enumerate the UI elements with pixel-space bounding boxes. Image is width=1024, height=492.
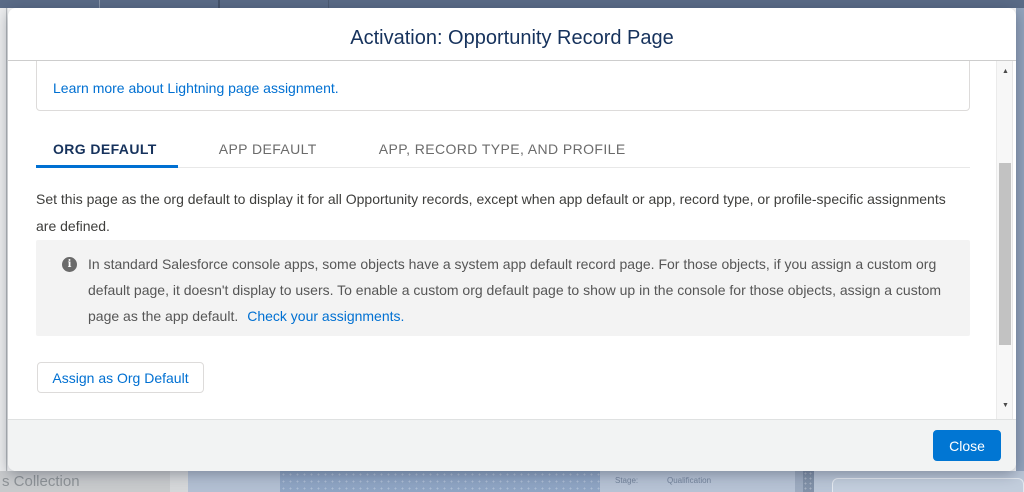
console-info-text	[88, 251, 968, 329]
learn-more-link[interactable]: Learn more about Lightning page assignment.	[53, 80, 339, 96]
backdrop-left-edge	[6, 8, 7, 471]
modal-header	[8, 8, 1016, 61]
active-tab-underline	[36, 165, 178, 168]
backdrop-bottom-strip	[0, 471, 1024, 492]
scrollbar-thumb[interactable]	[999, 163, 1011, 345]
backdrop-segment	[814, 471, 1024, 492]
tab-org-default[interactable]: ORG DEFAULT	[53, 141, 157, 157]
backdrop-stage-label: Stage:	[615, 476, 639, 485]
backdrop-segment	[188, 471, 280, 492]
topbar-divider	[99, 0, 100, 8]
info-icon: i	[62, 257, 77, 272]
check-assignments-link[interactable]: Check your assignments.	[247, 308, 405, 324]
scroll-down-icon[interactable]: ▼	[1002, 402, 1009, 409]
modal-scrollbar[interactable]	[996, 61, 1013, 419]
backdrop-stage-panel	[600, 471, 795, 492]
modal-title: Activation: Opportunity Record Page	[350, 26, 674, 49]
backdrop-left-strip	[0, 8, 8, 471]
backdrop-collection-label: s Collection	[0, 471, 170, 492]
backdrop-segment	[170, 471, 188, 492]
backdrop-canvas	[280, 471, 600, 492]
backdrop-right-strip	[1016, 8, 1024, 471]
scroll-up-icon[interactable]: ▲	[1002, 68, 1009, 75]
org-default-description: Set this page as the org default to display it for all Opportunity records, except when app default or app, record type, or profile-specific assignments are defined.	[36, 191, 946, 234]
topbar-divider	[218, 0, 220, 8]
backdrop-scrollbar-fragment	[803, 471, 814, 492]
backdrop-card-outline	[832, 478, 1024, 492]
console-info-body: In standard Salesforce console apps, some objects have a system app default record page. For those objects, if you assign a custom org default page, it doesn't display to users. To enable a custom org default page to show up in the console for those objects, assign a custom page as the app default.	[88, 256, 942, 324]
backdrop-stage-value: Qualification	[667, 476, 712, 485]
console-info-box	[36, 240, 970, 336]
modal-scroll-area	[8, 61, 1016, 419]
modal-footer	[8, 419, 1016, 471]
tab-app-default[interactable]: APP DEFAULT	[218, 141, 317, 157]
learn-more-box	[36, 61, 970, 111]
close-button[interactable]: Close	[933, 430, 1001, 461]
assign-org-default-button[interactable]: Assign as Org Default	[37, 362, 204, 393]
background-topbar	[0, 0, 1024, 8]
activation-modal	[8, 8, 1016, 471]
topbar-divider	[328, 0, 329, 8]
assignment-tabs	[53, 141, 626, 157]
tab-app-record-type-profile[interactable]: APP, RECORD TYPE, AND PROFILE	[378, 141, 626, 157]
backdrop-segment	[795, 471, 803, 492]
